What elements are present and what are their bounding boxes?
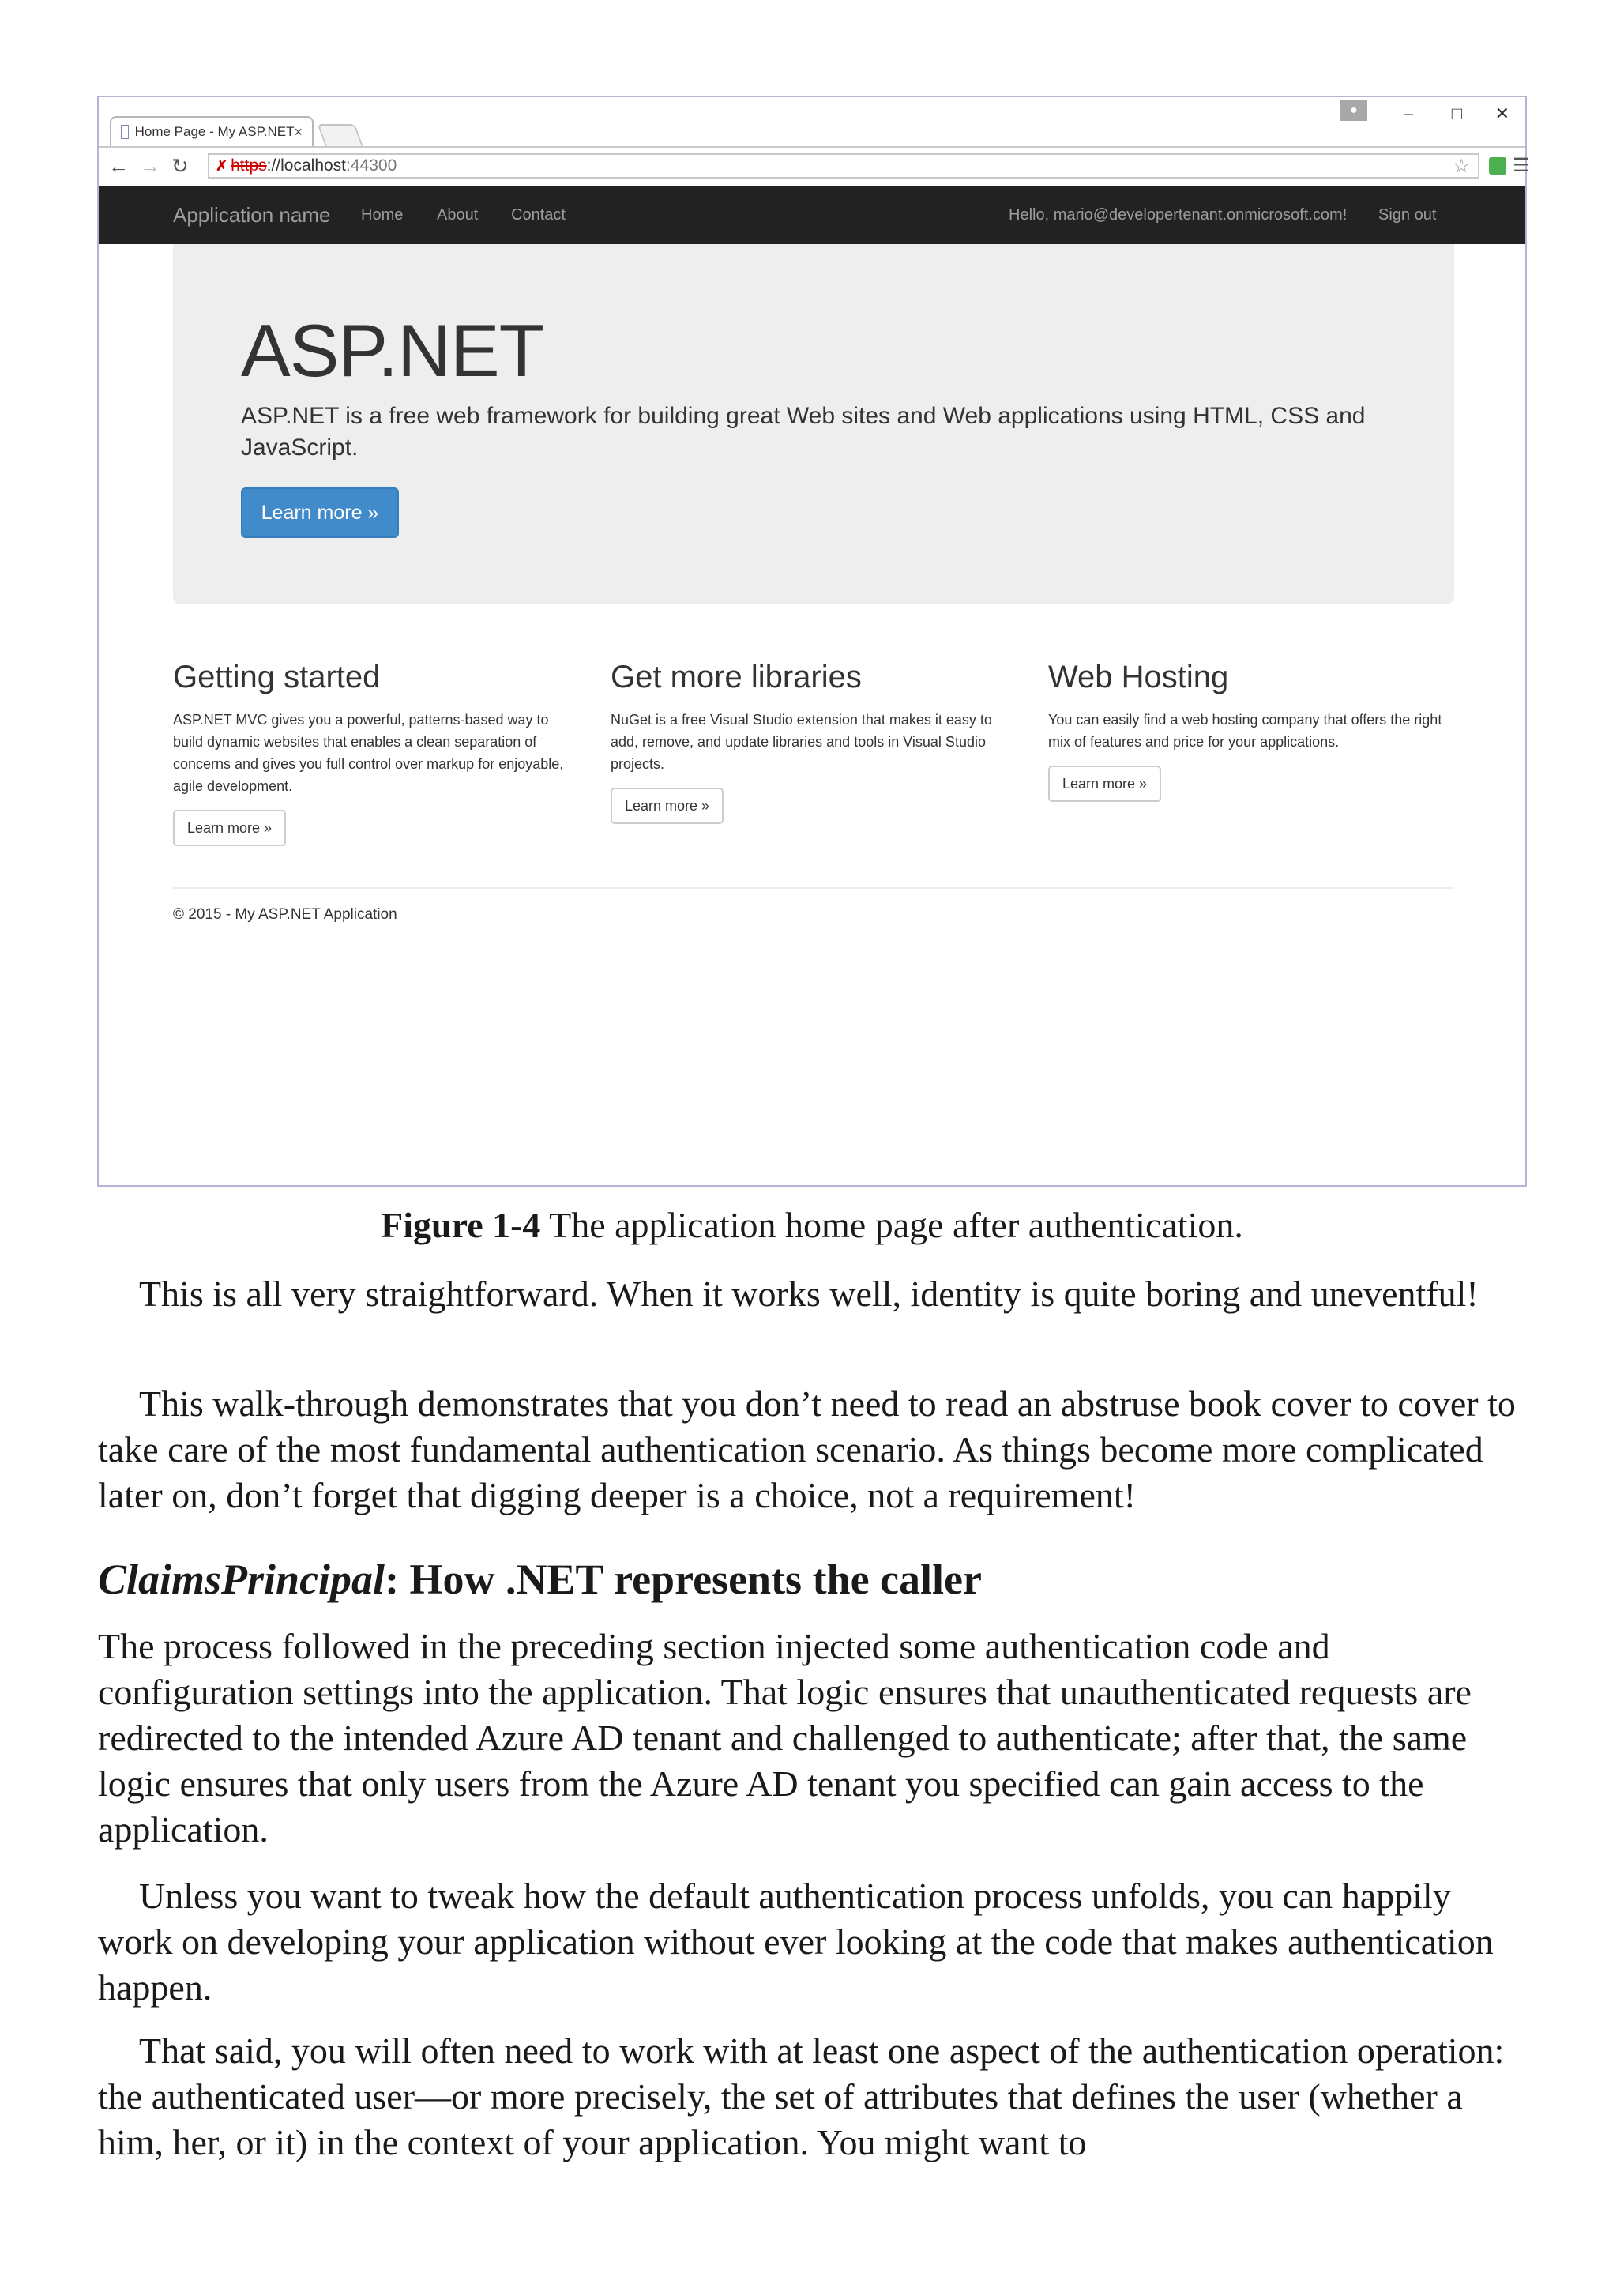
jumbotron-title: ASP.NET — [241, 309, 544, 392]
figure-caption — [0, 1201, 1624, 1250]
column-heading: Get more libraries — [611, 660, 862, 694]
bookmark-star-icon[interactable]: ☆ — [1453, 156, 1470, 177]
libraries-learn-more-button[interactable]: Learn more » — [611, 788, 724, 824]
nav-about-link[interactable]: About — [437, 206, 479, 224]
menu-icon[interactable]: ☰ — [1513, 155, 1530, 176]
paragraph: This is all very straightforward. When it works well, identity is quite boring and uneventful! — [139, 1274, 1479, 1314]
app-navbar — [99, 186, 1525, 244]
column-text: NuGet is a free Visual Studio extension that makes it easy to add, remove, and update libraries and tools in Visual Studio projects. — [611, 712, 992, 772]
section-heading-class: ClaimsPrincipal — [98, 1556, 385, 1603]
user-profile-icon[interactable]: ● — [1340, 100, 1367, 121]
navbar-brand[interactable]: Application name — [173, 203, 331, 227]
paragraph: This walk-through demonstrates that you don’t need to read an abstruse book cover to cover to take care of the most fundamental authentication scenario. As things become more complicated later on, don’t forget that digging deeper is a choice, not a requirement! — [98, 1383, 1516, 1515]
url-input[interactable] — [208, 153, 1479, 179]
column-web-hosting — [1048, 660, 1451, 802]
url-host: ://localhost — [266, 156, 347, 175]
footer-copyright: © 2015 - My ASP.NET Application — [173, 906, 397, 923]
address-bar — [99, 146, 1530, 186]
page-favicon-icon — [121, 125, 129, 139]
paragraph: Unless you want to tweak how the default authentication process unfolds, you can happily work on developing your application without ever looking at the code that makes authentication happen. — [98, 1876, 1494, 2008]
forward-arrow-icon[interactable]: → — [140, 154, 160, 178]
column-text: You can easily find a web hosting company that offers the right mix of features and price for your applications. — [1048, 712, 1442, 750]
browser-tabstrip — [99, 97, 1525, 146]
figure-screenshot — [97, 96, 1530, 1187]
section-heading-rest: : How .NET represents the caller — [385, 1556, 982, 1603]
jumbotron — [173, 244, 1454, 604]
back-arrow-icon[interactable]: ← — [108, 154, 129, 178]
getting-started-learn-more-button[interactable]: Learn more » — [173, 810, 286, 846]
new-tab-button[interactable] — [318, 124, 364, 148]
reload-icon[interactable]: ↻ — [171, 154, 189, 178]
minimize-button[interactable]: – — [1403, 103, 1413, 123]
column-get-more-libraries — [611, 660, 1013, 824]
jumbotron-lead: ASP.NET is a free web framework for building great Web sites and Web applications using HTML, CSS and JavaScript. — [241, 403, 1366, 461]
close-window-button[interactable]: ✕ — [1494, 103, 1509, 123]
hosting-learn-more-button[interactable]: Learn more » — [1048, 766, 1161, 802]
sign-out-link[interactable]: Sign out — [1378, 206, 1437, 224]
column-heading: Getting started — [173, 660, 381, 694]
column-text: ASP.NET MVC gives you a powerful, patterns-based way to build dynamic websites that enables a clean separation of concerns and gives you full control over markup for enjoyable, agile development. — [173, 712, 564, 794]
url-scheme: https — [231, 156, 267, 175]
browser-tab[interactable] — [110, 116, 314, 146]
section-heading — [98, 1552, 982, 1607]
insecure-lock-icon: ✗ — [216, 157, 228, 174]
user-greeting-link[interactable]: Hello, mario@developertenant.onmicrosoft.com! — [1009, 206, 1348, 224]
tab-title: Home Page - My ASP.NET — [134, 124, 295, 139]
figure-label: Figure 1-4 — [381, 1205, 541, 1245]
maximize-button[interactable]: □ — [1451, 103, 1462, 123]
footer-divider — [173, 887, 1454, 889]
column-getting-started — [173, 660, 576, 846]
nav-home-link[interactable]: Home — [361, 206, 404, 224]
url-port: :44300 — [346, 156, 397, 175]
nav-contact-link[interactable]: Contact — [511, 206, 566, 224]
extension-icon[interactable] — [1489, 157, 1506, 175]
column-heading: Web Hosting — [1048, 660, 1229, 694]
tab-close-icon[interactable]: × — [294, 123, 303, 140]
learn-more-button[interactable]: Learn more » — [241, 487, 399, 538]
figure-caption-text: The application home page after authentication. — [540, 1205, 1243, 1245]
paragraph: The process followed in the preceding section injected some authentication code and configuration settings into the application. That logic ensures that unauthenticated requests are redirected to the intended Azure AD tenant and challenged to authenticate; after that, the same logic ensures that only users from the Azure AD tenant you specified can gain access to the application. — [98, 1626, 1472, 1850]
paragraph: That said, you will often need to work with at least one aspect of the authentication operation: the authenticated user—or more precisely, the set of attributes that defines the user (whether a him, her, or it) in the context of your application. You might want to — [98, 2030, 1505, 2162]
